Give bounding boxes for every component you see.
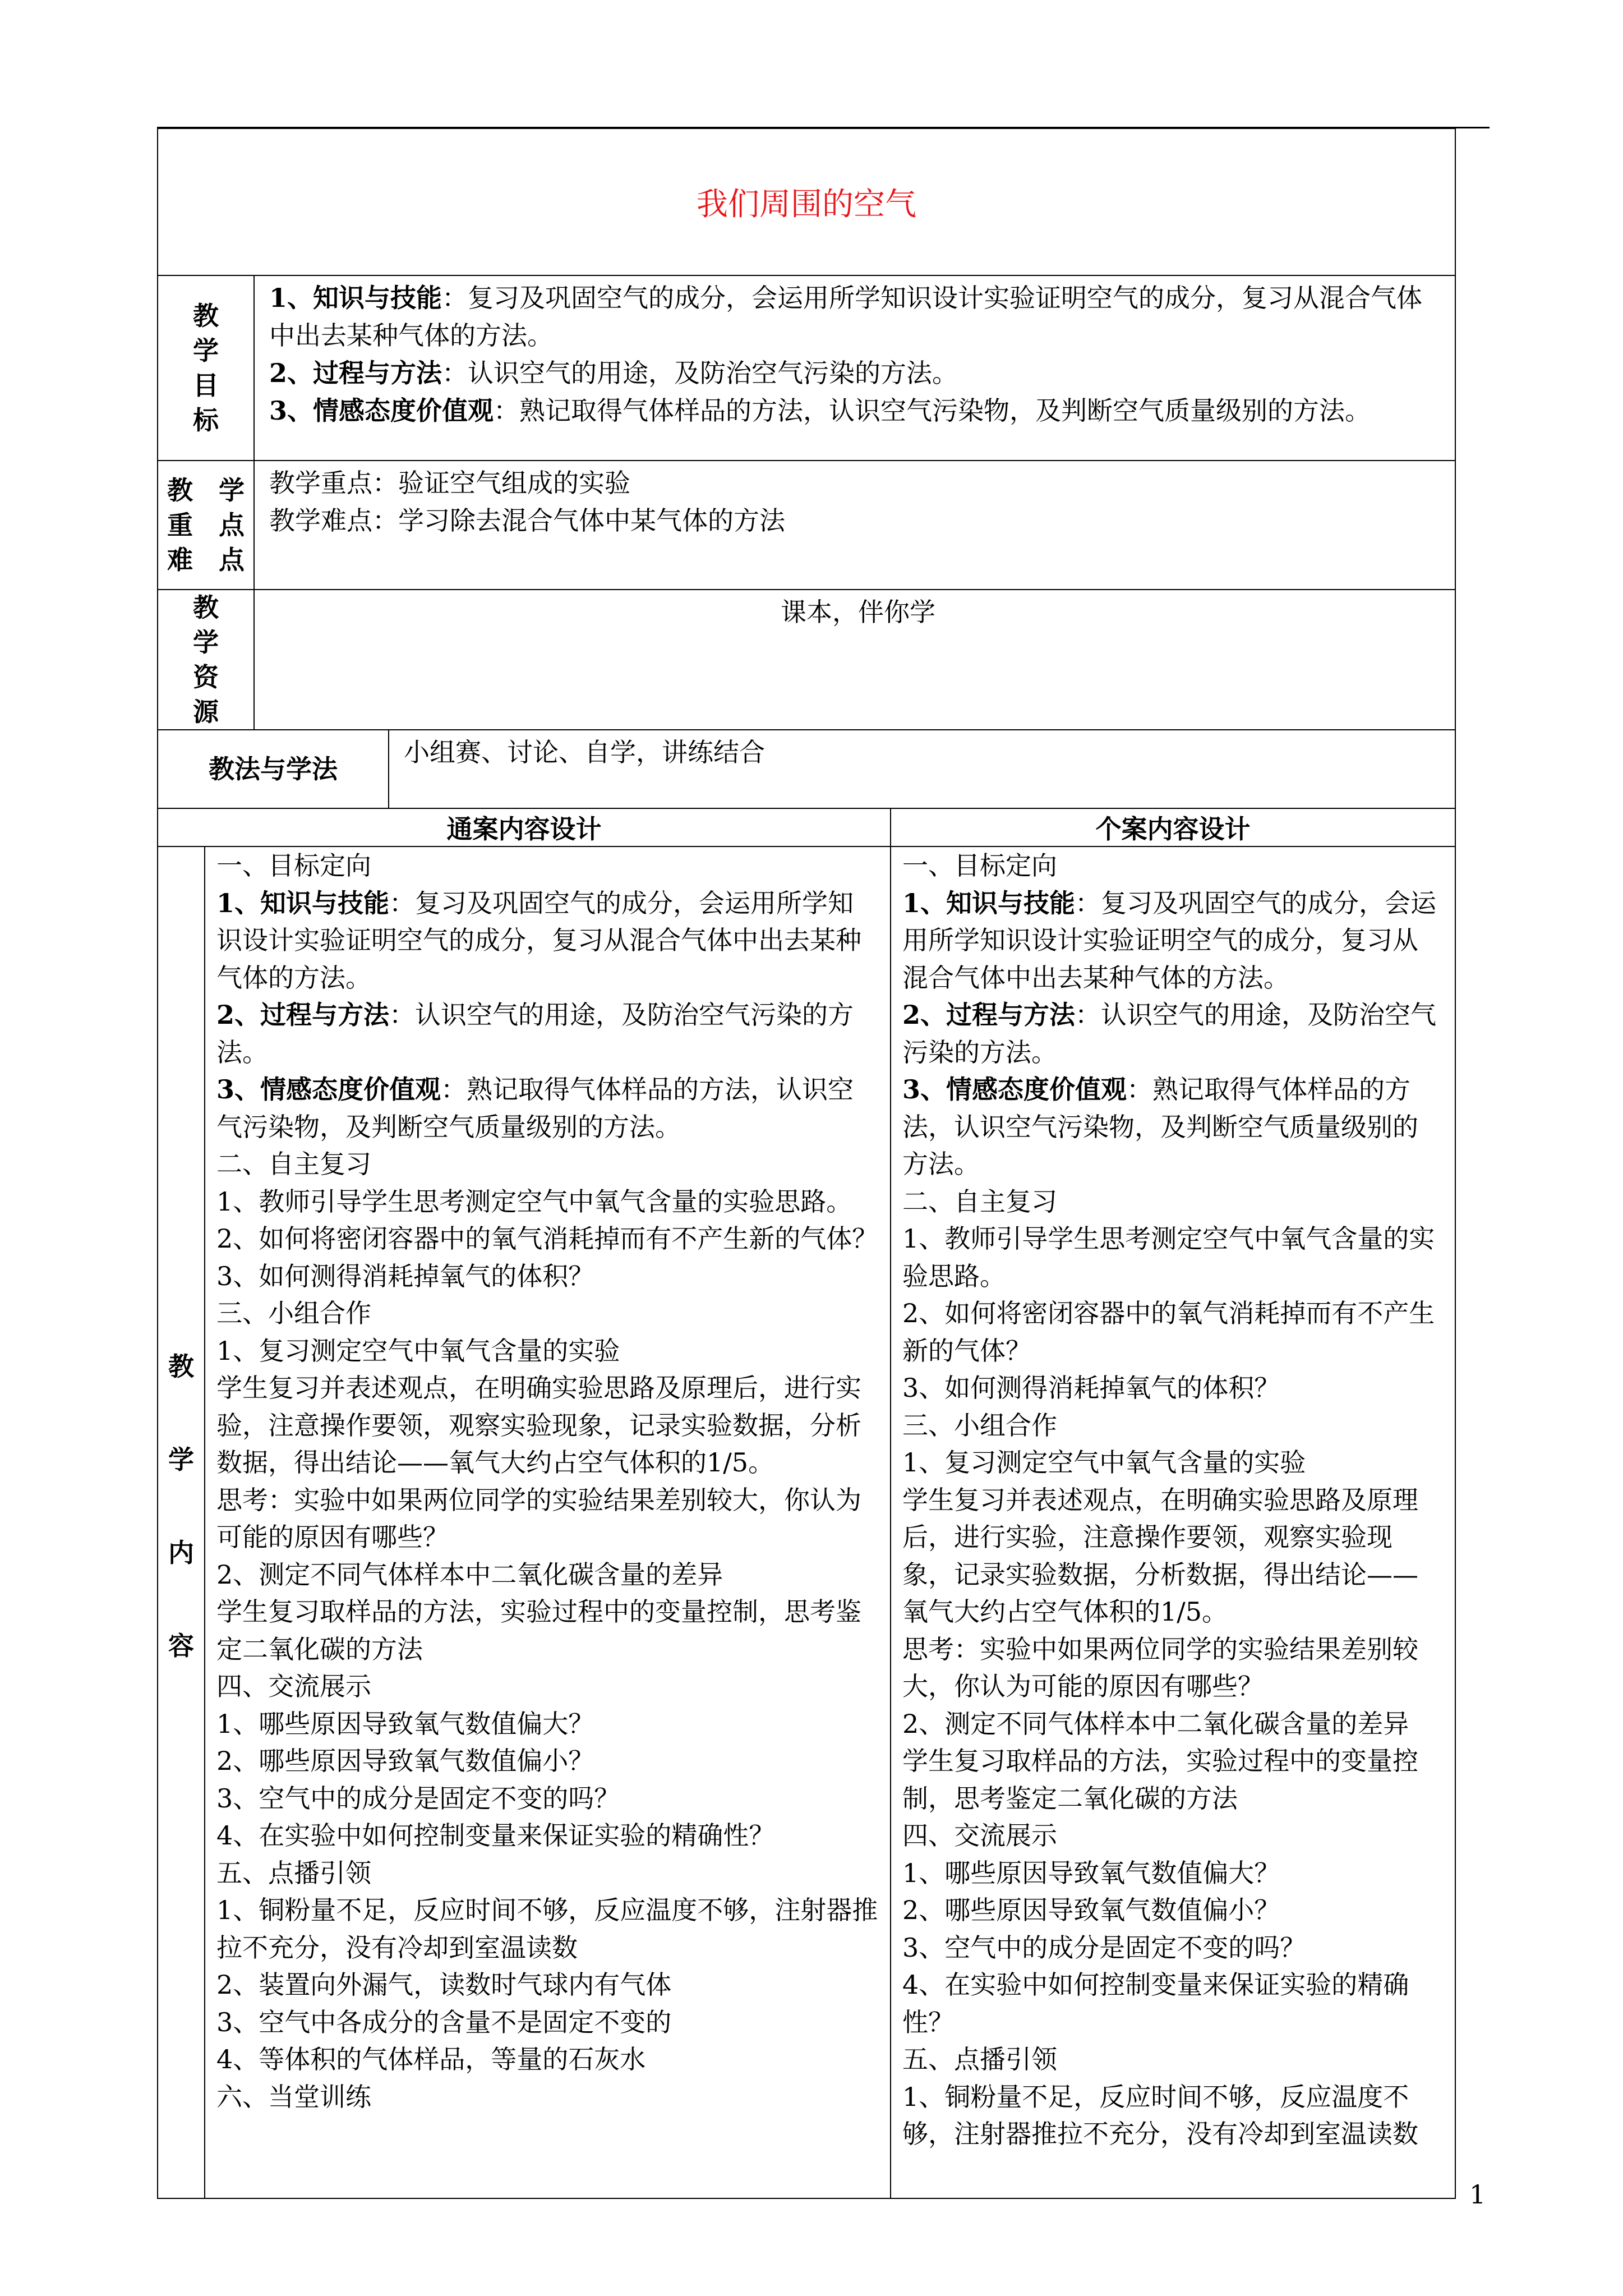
content-line: 三、小组合作 bbox=[216, 1298, 371, 1328]
content-line: 1、复习测定空气中氧气含量的实验 bbox=[902, 1447, 1306, 1478]
content-line: 2、测定不同气体样本中二氧化碳含量的差异 bbox=[216, 1559, 723, 1590]
content-line: 四、交流展示 bbox=[902, 1820, 1057, 1851]
objective-item: 3、情感态度价值观：熟记取得气体样品的方法，认识空气污染物，及判断空气质量级别的方法。 bbox=[269, 395, 1371, 426]
content-line: 二、自主复习 bbox=[902, 1186, 1057, 1217]
resources-cell: 课本，伴你学 bbox=[254, 590, 1455, 730]
content-line: 学生复习并表述观点，在明确实验思路及原理后，进行实验，注意操作要领，观察实验现象，记录实验数据，分析数据，得出结论——氧气大约占空气体积的1/5。 bbox=[902, 1484, 1418, 1627]
content-line: 1、铜粉量不足，反应时间不够，反应温度不够，注射器推拉不充分，没有冷却到室温读数 bbox=[216, 1895, 878, 1963]
content-line: 4、在实验中如何控制变量来保证实验的精确性？ bbox=[902, 1970, 1409, 2037]
content-line: 1、知识与技能：复习及巩固空气的成分，会运用所学知识设计实验证明空气的成分，复习从混合气体中出去某种气体的方法。 bbox=[902, 887, 1437, 993]
column-header-common: 通案内容设计 bbox=[158, 808, 891, 846]
keypoint-item: 教学重点：验证空气组成的实验 bbox=[269, 468, 630, 498]
content-line: 2、过程与方法：认识空气的用途，及防治空气污染的方法。 bbox=[216, 1000, 854, 1068]
page-number: 1 bbox=[1469, 2179, 1486, 2210]
keypoints-cell bbox=[254, 461, 1455, 590]
content-line: 3、如何测得消耗掉氧气的体积？ bbox=[902, 1373, 1280, 1403]
individual-content-cell bbox=[891, 846, 1455, 2198]
content-line: 4、在实验中如何控制变量来保证实验的精确性？ bbox=[216, 1820, 775, 1851]
content-line: 1、哪些原因导致氧气数值偏大？ bbox=[902, 1857, 1280, 1888]
content-line: 1、哪些原因导致氧气数值偏大？ bbox=[216, 1708, 594, 1739]
content-line: 1、铜粉量不足，反应时间不够，反应温度不够，注射器推拉不充分，没有冷却到室温读数 bbox=[902, 2081, 1418, 2149]
content-line: 3、如何测得消耗掉氧气的体积？ bbox=[216, 1260, 594, 1291]
content-line: 学生复习并表述观点，在明确实验思路及原理后，进行实验，注意操作要领，观察实验现象，记录实验数据，分析数据，得出结论——氧气大约占空气体积的1/5。 bbox=[216, 1373, 861, 1478]
page-title: 我们周围的空气 bbox=[158, 128, 1455, 275]
individual-content-list bbox=[902, 847, 1444, 2153]
keypoint-item: 教学难点：学习除去混合气体中某气体的方法 bbox=[269, 505, 785, 536]
content-line: 2、如何将密闭容器中的氧气消耗掉而有不产生新的气体？ bbox=[216, 1223, 878, 1254]
objectives-cell bbox=[254, 275, 1455, 461]
content-line: 2、哪些原因导致氧气数值偏小？ bbox=[216, 1746, 594, 1776]
objectives-label: 教学目标 bbox=[158, 275, 254, 461]
content-line: 2、测定不同气体样本中二氧化碳含量的差异 bbox=[902, 1708, 1409, 1739]
teaching-content-label: 教 学 内 容 bbox=[158, 846, 205, 2198]
content-line: 六、当堂训练 bbox=[216, 2081, 371, 2112]
content-line: 一、目标定向 bbox=[902, 850, 1057, 881]
content-line: 思考：实验中如果两位同学的实验结果差别较大，你认为可能的原因有哪些？ bbox=[902, 1634, 1418, 1701]
content-line: 一、目标定向 bbox=[216, 850, 371, 881]
resources-label: 教学资源 bbox=[158, 590, 254, 730]
content-line: 1、知识与技能：复习及巩固空气的成分，会运用所学知识设计实验证明空气的成分，复习从混合气体中出去某种气体的方法。 bbox=[216, 887, 861, 993]
content-line: 2、过程与方法：认识空气的用途，及防治空气污染的方法。 bbox=[902, 1000, 1437, 1068]
objective-item: 2、过程与方法：认识空气的用途，及防治空气污染的方法。 bbox=[269, 358, 958, 388]
content-line: 四、交流展示 bbox=[216, 1671, 371, 1701]
methods-cell: 小组赛、讨论、自学，讲练结合 bbox=[389, 730, 1455, 808]
content-line: 三、小组合作 bbox=[902, 1410, 1057, 1441]
content-line: 学生复习取样品的方法，实验过程中的变量控制，思考鉴定二氧化碳的方法 bbox=[216, 1596, 861, 1664]
content-line: 1、复习测定空气中氧气含量的实验 bbox=[216, 1335, 620, 1366]
objective-item: 1、知识与技能：复习及巩固空气的成分，会运用所学知识设计实验证明空气的成分，复习从混合气体中出去某种气体的方法。 bbox=[269, 283, 1423, 351]
lesson-plan-table bbox=[157, 128, 1456, 2199]
content-line: 二、自主复习 bbox=[216, 1149, 371, 1179]
content-line: 3、空气中各成分的含量不是固定不变的 bbox=[216, 2007, 672, 2037]
content-line: 五、点播引领 bbox=[902, 2044, 1057, 2074]
content-line: 2、哪些原因导致氧气数值偏小？ bbox=[902, 1895, 1280, 1925]
common-content-list bbox=[216, 847, 879, 2115]
content-line: 学生复习取样品的方法，实验过程中的变量控制，思考鉴定二氧化碳的方法 bbox=[902, 1746, 1418, 1814]
keypoints-label: 教 学 重 点 难 点 bbox=[158, 461, 254, 590]
content-line: 4、等体积的气体样品，等量的石灰水 bbox=[216, 2044, 646, 2074]
content-line: 3、情感态度价值观：熟记取得气体样品的方法，认识空气污染物，及判断空气质量级别的方法。 bbox=[216, 1074, 854, 1142]
content-line: 1、教师引导学生思考测定空气中氧气含量的实验思路。 bbox=[216, 1186, 852, 1217]
methods-label: 教法与学法 bbox=[158, 730, 389, 808]
content-line: 3、情感态度价值观：熟记取得气体样品的方法，认识空气污染物，及判断空气质量级别的方法。 bbox=[902, 1074, 1418, 1179]
column-header-individual: 个案内容设计 bbox=[891, 808, 1455, 846]
common-content-cell bbox=[205, 846, 891, 2198]
content-line: 2、装置向外漏气，读数时气球内有气体 bbox=[216, 1970, 672, 2000]
content-line: 1、教师引导学生思考测定空气中氧气含量的实验思路。 bbox=[902, 1223, 1435, 1291]
content-line: 3、空气中的成分是固定不变的吗？ bbox=[216, 1783, 620, 1814]
content-line: 五、点播引领 bbox=[216, 1857, 371, 1888]
content-line: 2、如何将密闭容器中的氧气消耗掉而有不产生新的气体？ bbox=[902, 1298, 1435, 1366]
content-line: 3、空气中的成分是固定不变的吗？ bbox=[902, 1932, 1306, 1963]
content-line: 思考：实验中如果两位同学的实验结果差别较大，你认为可能的原因有哪些？ bbox=[216, 1484, 861, 1552]
